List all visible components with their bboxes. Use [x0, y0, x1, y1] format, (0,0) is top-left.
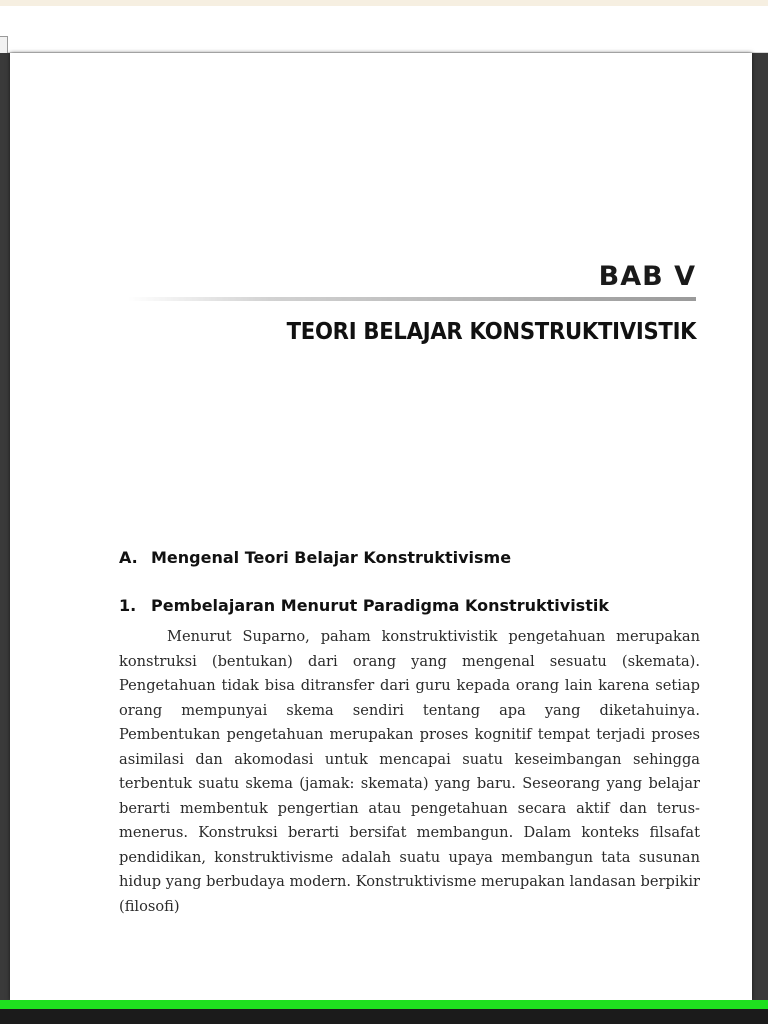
- subsection-number: 1.: [119, 596, 137, 615]
- subsection-heading: [119, 596, 609, 615]
- bottom-bar: [0, 1009, 768, 1024]
- chapter-number: BAB V: [598, 261, 696, 292]
- chapter-title: TEORI BELAJAR KONSTRUKTIVISTIK: [286, 319, 696, 345]
- section-heading: [119, 548, 511, 567]
- chapter-divider: [128, 297, 696, 301]
- section-title: Mengenal Teori Belajar Konstruktivisme: [151, 548, 512, 567]
- document-page: [10, 53, 752, 1000]
- document-viewer[interactable]: [0, 53, 768, 1000]
- section-number: A.: [119, 548, 138, 567]
- body-paragraph: Menurut Suparno, paham konstruktivistik pengetahuan merupakan konstruksi (bentukan) dari orang yang mengenal sesuatu (skemata). Pengetahuan tidak bisa ditransfer dari guru kepada orang lain karena setiap orang mempunyai skema sendiri tentang apa yang diketahuinya. Pembentukan pengetahuan merupakan proses kognitif tempat terjadi proses asimilasi dan akomodasi untuk mencapai suatu keseimbangan sehingga terbentuk suatu skema (jamak: skemata) yang baru. Seseorang yang belajar berarti membentuk pengertian atau pengetahuan secara aktif dan terus-menerus. Konstruksi berarti bersifat membangun. Dalam konteks filsafat pendidikan, konstruktivisme adalah suatu upaya membangun tata susunan hidup yang berbudaya modern. Konstruktivisme merupakan landasan berpikir (filosofi): [119, 628, 700, 915]
- loading-progress-bar: [0, 1000, 768, 1009]
- viewer-toolbar: [0, 6, 768, 53]
- subsection-title: Pembelajaran Menurut Paradigma Konstruktivistik: [151, 596, 609, 615]
